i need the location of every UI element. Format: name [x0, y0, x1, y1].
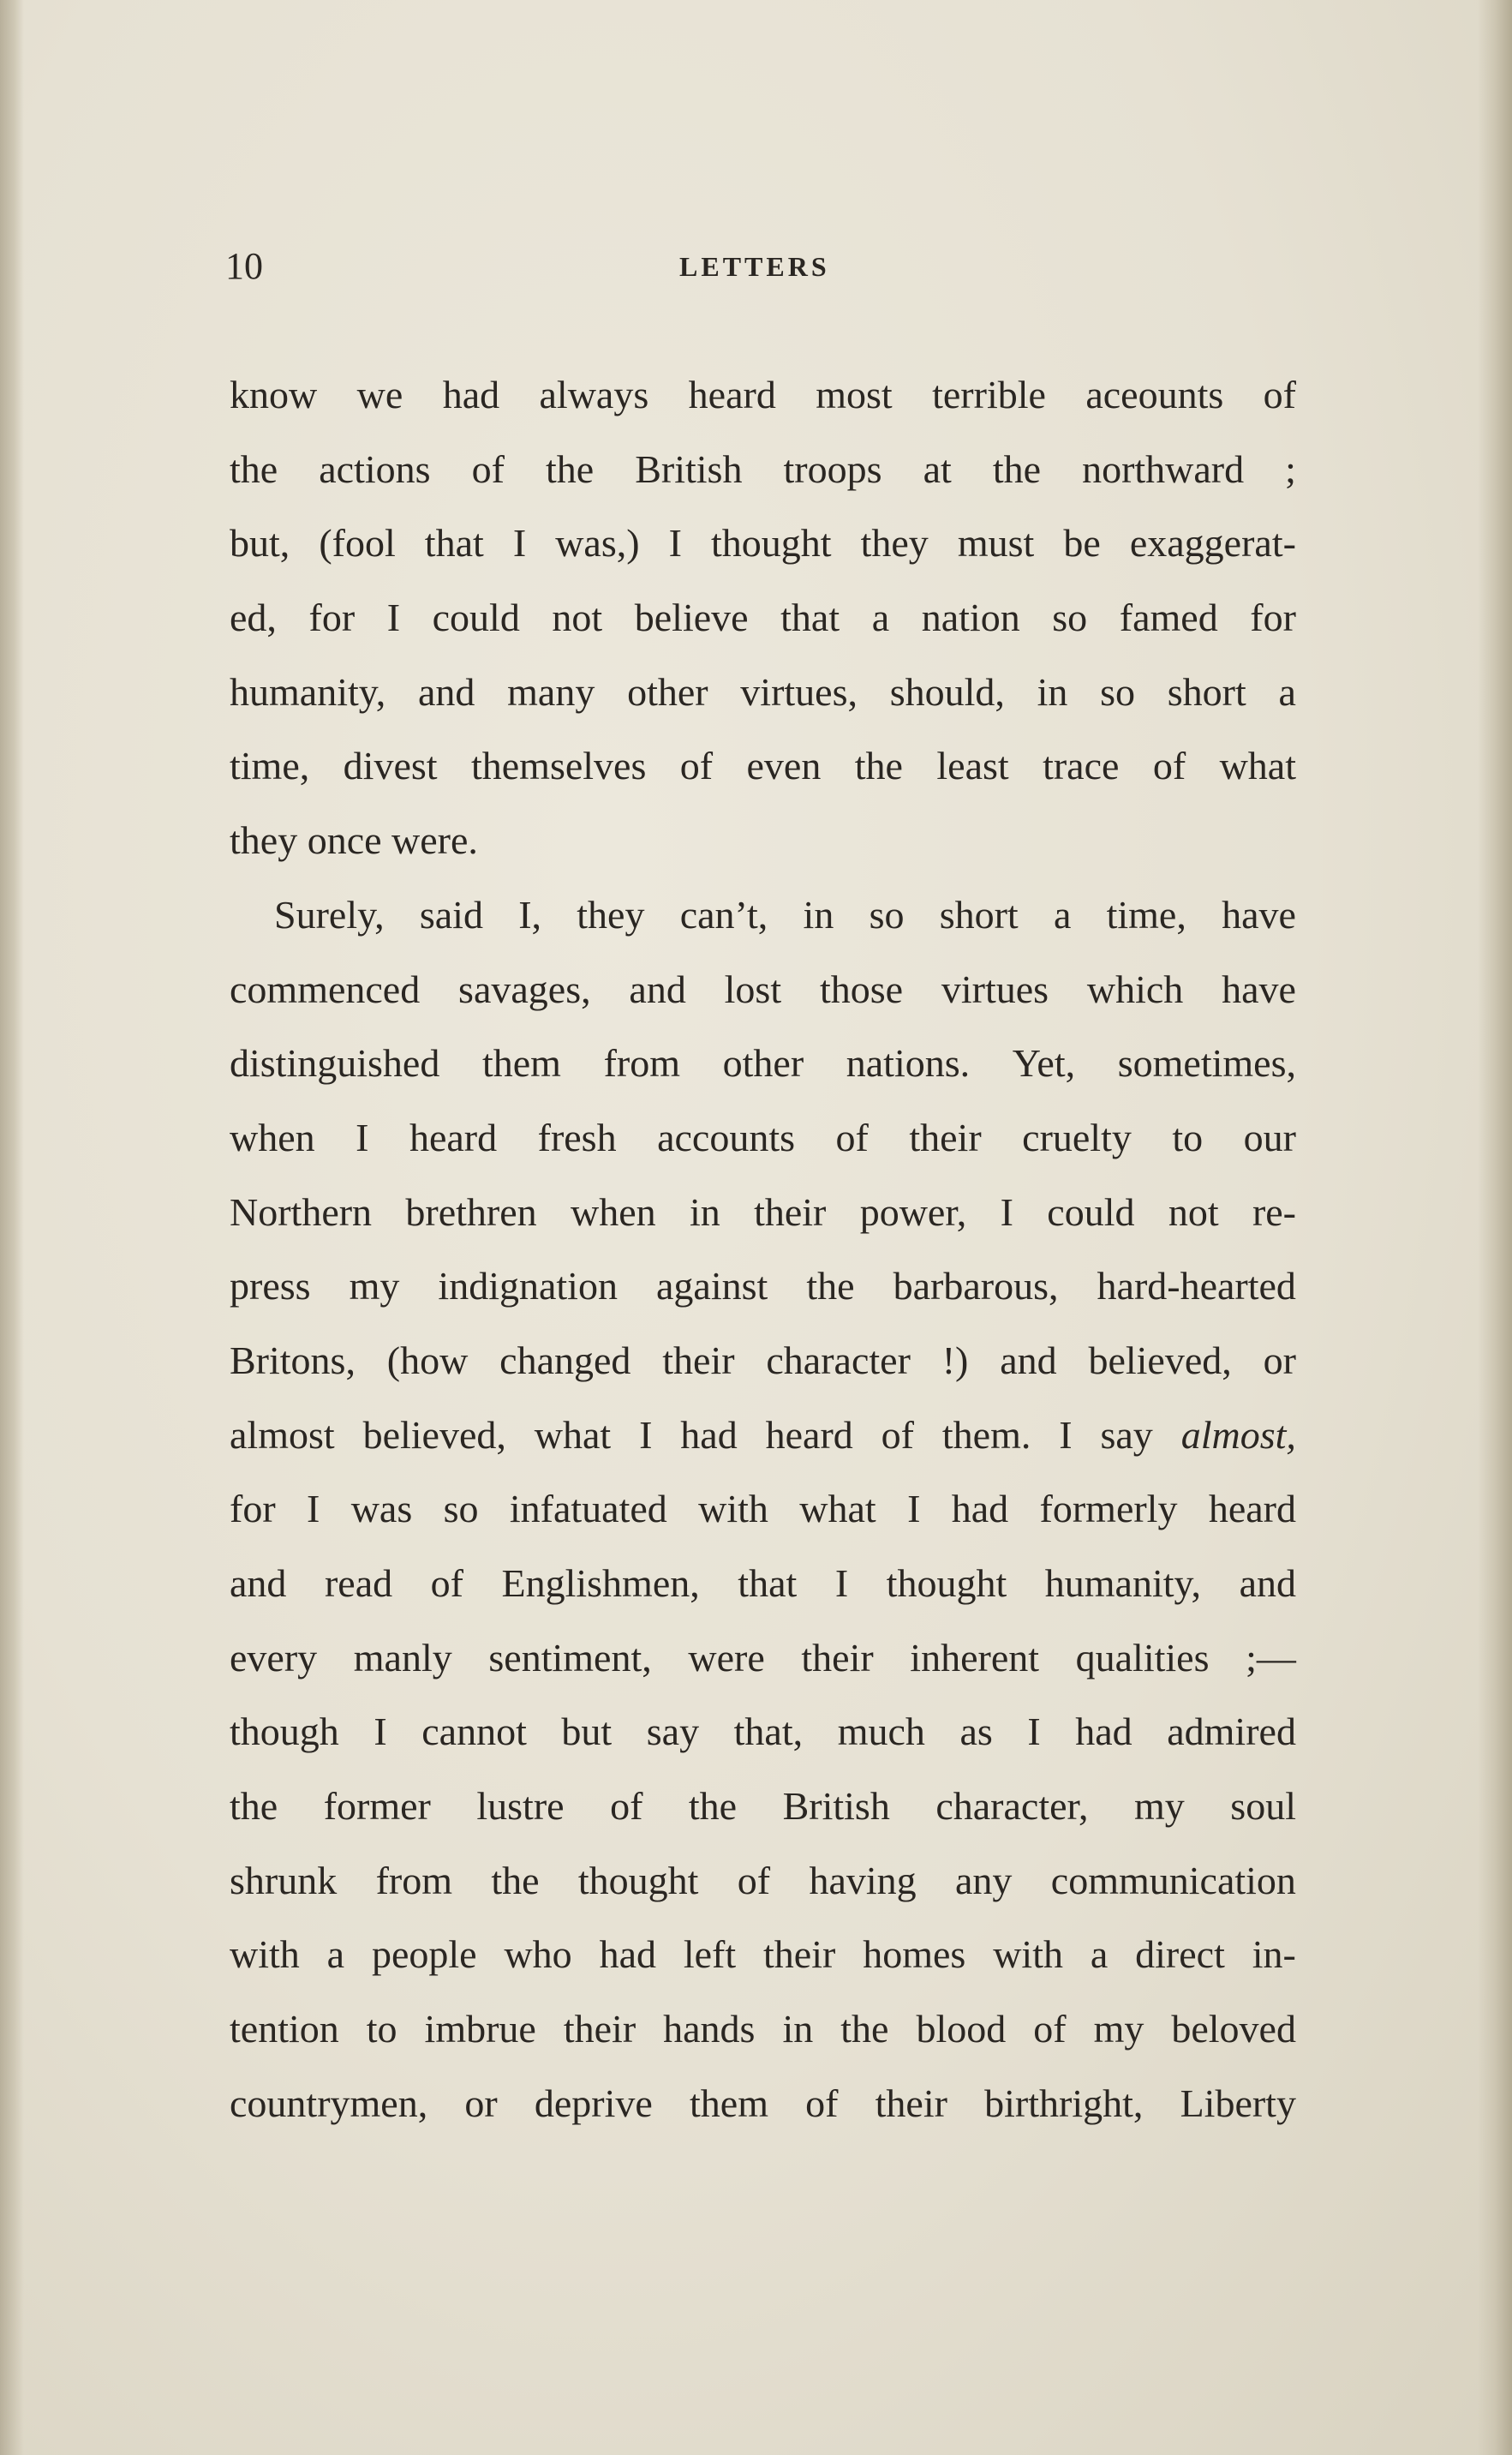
- text-line: time, divest themselves of even the least trace of what: [230, 744, 1296, 788]
- text-line: know we had always heard most terrible aceounts of: [230, 373, 1296, 416]
- text-line: but, (fool that I was,) I thought they must be exaggerat-: [230, 521, 1296, 566]
- spine-shadow: [0, 0, 24, 2455]
- text-line: though I cannot but say that, much as I had admired: [230, 1710, 1296, 1754]
- text-line: Surely, said I, they can’t, in so short a time, have: [274, 892, 1296, 937]
- text-line: when I heard fresh accounts of their cruelty to our: [230, 1115, 1296, 1159]
- page-edge: [1478, 0, 1512, 2455]
- text-line: the actions of the British troops at the northward ;: [230, 446, 1296, 491]
- page-header: [225, 244, 1296, 296]
- text-line: Northern brethren when in their power, I could not re-: [230, 1189, 1296, 1234]
- text-line: commenced savages, and lost those virtues which have: [230, 967, 1296, 1011]
- text-line: press my indignation against the barbarous, hard-hearted: [230, 1264, 1296, 1308]
- text-line-with-italic: almost believed, what I had heard of them. I say almost,: [230, 1398, 1296, 1473]
- text-line: and read of Englishmen, that I thought humanity, and: [230, 1561, 1296, 1605]
- text-line: countrymen, or deprive them of their birthright, Liberty: [230, 2081, 1296, 2125]
- text-line: every manly sentiment, were their inherent qualities ;—: [230, 1635, 1296, 1680]
- text-line: Britons, (how changed their character !) and believed, or: [230, 1338, 1296, 1382]
- italic-word: almost,: [1180, 1412, 1296, 1457]
- text-line: ed, for I could not believe that a nation so famed for: [230, 596, 1296, 640]
- text-line: distinguished them from other nations. Yet, sometimes,: [230, 1041, 1296, 1086]
- text-line: the former lustre of the British character, my soul: [230, 1784, 1296, 1829]
- running-head: LETTERS: [679, 251, 830, 282]
- text-line: with a people who had left their homes with a direct in-: [230, 1932, 1296, 1977]
- body-text: [230, 358, 1296, 2141]
- text-line: for I was so infatuated with what I had formerly heard: [230, 1487, 1296, 1531]
- text-line: shrunk from the thought of having any communication: [230, 1858, 1296, 1902]
- text-line: humanity, and many other virtues, should, in so short a: [230, 669, 1296, 714]
- text-line: they once were.: [230, 818, 478, 863]
- text-line: tention to imbrue their hands in the blood of my beloved: [230, 2007, 1296, 2051]
- page-number: 10: [225, 245, 263, 287]
